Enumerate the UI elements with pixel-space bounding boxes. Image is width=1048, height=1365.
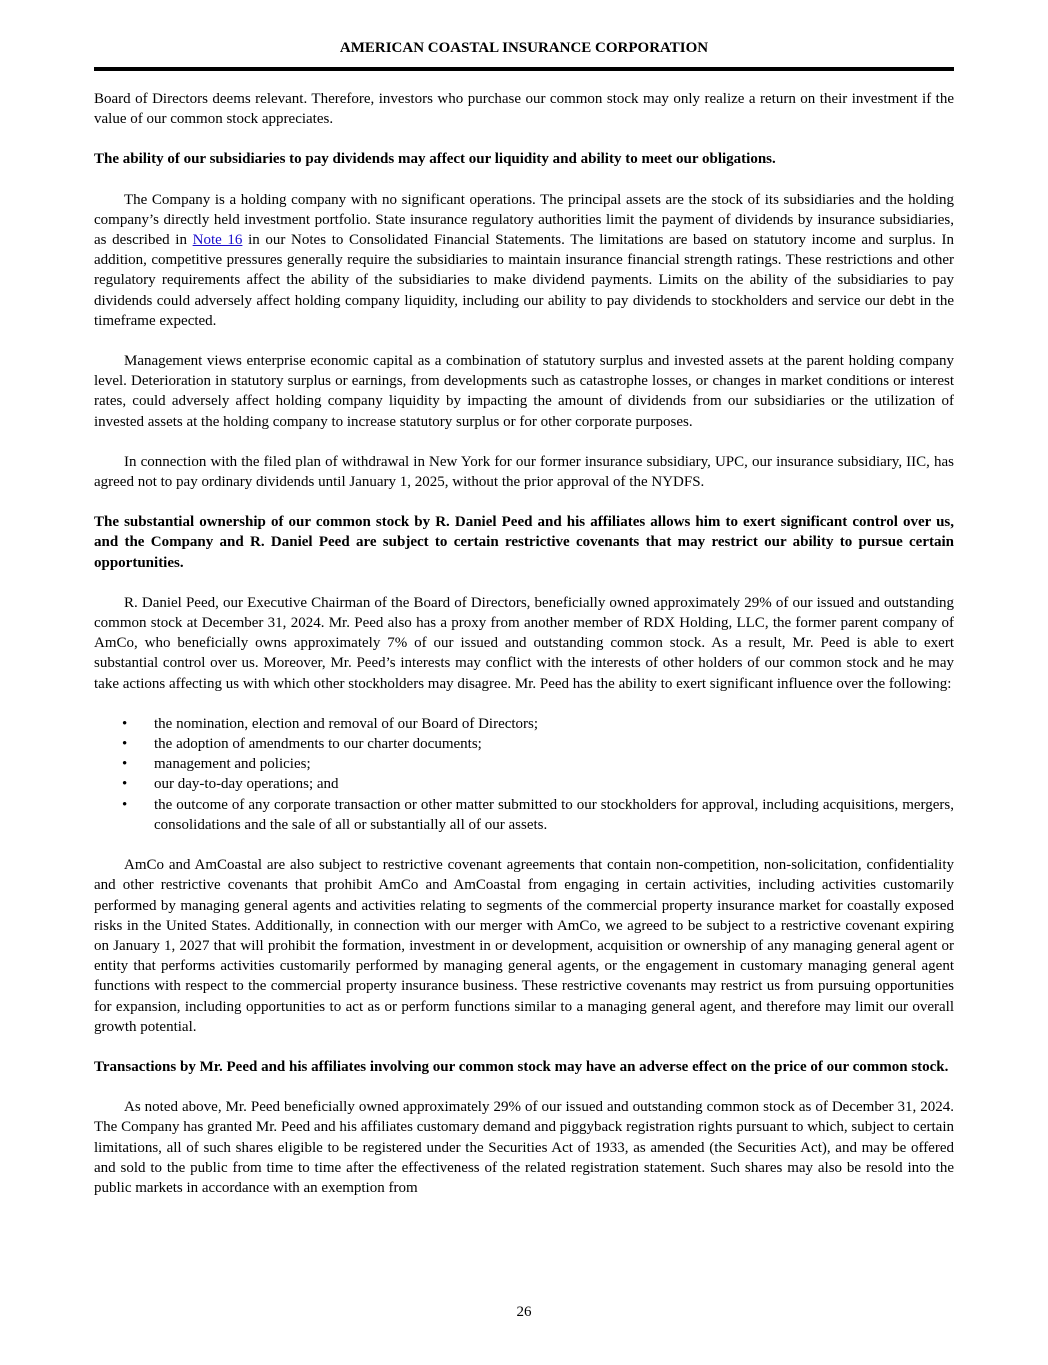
paragraph-continuation: Board of Directors deems relevant. Therefore, investors who purchase our common stock may only realize a return on their investment if the value of our common stock appreciates. (94, 91, 954, 128)
paragraph-peed-ownership: R. Daniel Peed, our Executive Chairman of the Board of Directors, beneficially owned approximately 29% of our issued and outstanding common stock at December 31, 2024. Mr. Peed also has a proxy from another member of RDX Holding, LLC, the former parent company of AmCo, who beneficially owns approximately 7% of our issued and outstanding common stock. As a result, Mr. Peed is able to exert substantial control over us. Moreover, Mr. Peed’s interests may conflict with the interests of other holders of our common stock and he may take actions affecting us with which other stockholders may disagree. Mr. Peed has the ability to exert significant influence over the following: (94, 594, 954, 692)
paragraph-registration-rights: As noted above, Mr. Peed beneficially owned approximately 29% of our issued and outstanding common stock as of December 31, 2024. The Company has granted Mr. Peed and his affiliates customary demand and piggyback registration rights pursuant to which, subject to certain limitations, all of such shares eligible to be registered under the Securities Act of 1933, as amended (the Securities Act), and may be offered and sold to the public from time to time after the effectiveness of the related registration statement. Such shares may also be resold into the public markets in accordance with an exemption from (94, 1099, 954, 1196)
paragraph-economic-capital: Management views enterprise economic capital as a combination of statutory surplus and invested assets at the parent holding company level. Deterioration in statutory surplus or earnings, from developments such as catastrophe losses, or changes in market conditions or interest rates, could adversely affect holding company liquidity by impacting the amount of dividends from our subsidiaries or the utilization of invested assets at the holding company to increase statutory surplus or for other corporate purposes. (94, 353, 954, 430)
list-item: • the nomination, election and removal of our Board of Directors; (94, 714, 954, 734)
note-16-link[interactable]: Note 16 (192, 232, 243, 249)
bullet-icon: • (122, 796, 128, 813)
document-page (94, 0, 954, 1198)
list-item: • management and policies; (94, 754, 954, 774)
paragraph-holding-company (94, 190, 954, 331)
paragraph-restrictive-covenants: AmCo and AmCoastal are also subject to restrictive covenant agreements that contain non-competition, non-solicitation, confidentiality and other restrictive covenants that prohibit AmCo and AmCoastal from engaging in certain activities, including activities customarily performed by managing general agents and activities relating to segments of the commercial property insurance market for coastally exposed risks in the United States. Additionally, in connection with our merger with AmCo, we agreed to be subject to a restrictive covenant expiring on January 1, 2027 that will prohibit the formation, investment in or development, acquisition or ownership of any managing general agent or entity that performs activities customarily performed by managing general agents, or the engagement in customary managing general agent functions with respect to the commercial property insurance business. These restrictive covenants may restrict us from pursuing opportunities for expansion, including opportunities to act as or perform functions similar to a managing general agent, and therefore may limit our overall growth potential. (94, 857, 954, 1035)
bullet-icon: • (122, 715, 128, 732)
document-header-title: AMERICAN COASTAL INSURANCE CORPORATION (339, 40, 709, 56)
section-heading-ownership: The substantial ownership of our common stock by R. Daniel Peed and his affiliates allows him to exert significant control over us, and the Company and R. Daniel Peed are subject to certain restrictive covenants that may restrict our ability to pursue certain opportunities. (94, 514, 954, 571)
influence-bullet-list (94, 714, 954, 835)
list-item: • the outcome of any corporate transaction or other matter submitted to our stockholders for approval, including acquisitions, mergers, consolidations and the sale of all or substantially all of our assets. (122, 796, 954, 833)
page-number: 26 (516, 1304, 532, 1320)
list-item: • our day-to-day operations; and (94, 774, 954, 794)
paragraph-text: The Company is a holding company with no significant operations. The principal assets are the stock of its subsidiaries and the holding company’s directly held investment portfolio. State insurance regulatory authorities limit the payment of dividends by insurance subsidiaries, as described in (94, 191, 954, 249)
list-item: • the adoption of amendments to our charter documents; (94, 734, 954, 754)
section-heading-dividends: The ability of our subsidiaries to pay dividends may affect our liquidity and ability to meet our obligations. (94, 151, 776, 168)
bullet-icon: • (122, 756, 128, 773)
bullet-icon: • (122, 776, 128, 793)
paragraph-text: in our Notes to Consolidated Financial Statements. The limitations are based on statutory income and surplus. In addition, competitive pressures generally require the subsidiaries to maintain insurance financial strength ratings. These restrictions and other regulatory requirements affect the ability of the subsidiaries to make dividend payments. Limits on the ability of the subsidiaries to pay dividends could adversely affect holding company liquidity, including our ability to pay dividends to stockholders and service our debt in the timeframe expected. (94, 232, 954, 329)
bullet-icon: • (122, 736, 128, 753)
section-heading-transactions: Transactions by Mr. Peed and his affiliates involving our common stock may have an adverse effect on the price of our common stock. (94, 1058, 949, 1075)
paragraph-withdrawal-plan: In connection with the filed plan of withdrawal in New York for our former insurance subsidiary, UPC, our insurance subsidiary, IIC, has agreed not to pay ordinary dividends until January 1, 2025, without the prior approval of the NYDFS. (94, 453, 954, 491)
